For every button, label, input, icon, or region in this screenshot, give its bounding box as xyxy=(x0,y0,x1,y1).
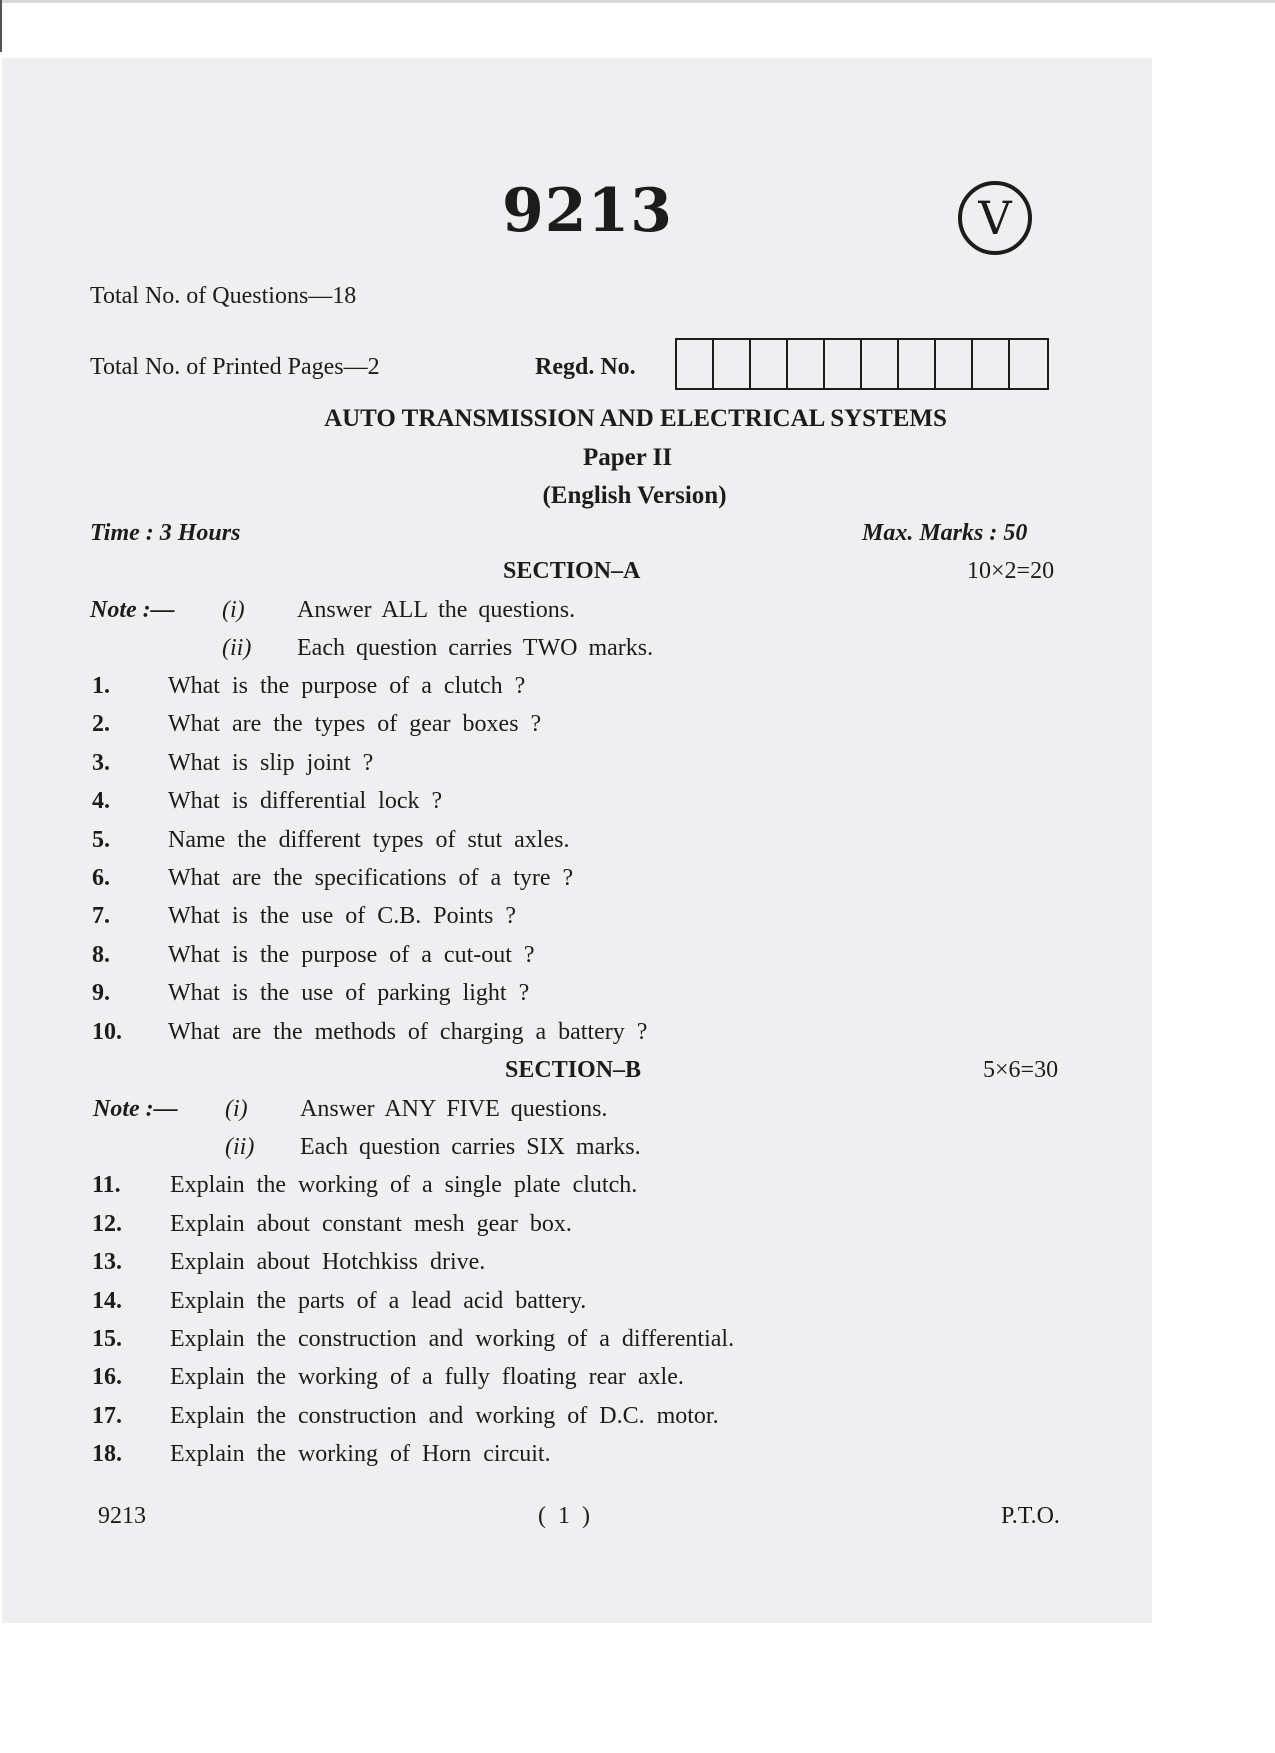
question-item: 1. What is the purpose of a clutch ? xyxy=(92,673,526,699)
section-a-heading: SECTION–A xyxy=(503,558,641,584)
total-questions: Total No. of Questions—18 xyxy=(90,283,357,309)
question-item: 7. What is the use of C.B. Points ? xyxy=(92,903,516,929)
regd-digit-box[interactable] xyxy=(936,340,973,388)
question-item: 14. Explain the parts of a lead acid battery. xyxy=(92,1288,587,1314)
exam-time: Time : 3 Hours xyxy=(90,520,241,546)
section-b-marks: 5×6=30 xyxy=(983,1057,1059,1083)
scan-top-edge xyxy=(0,0,1275,3)
subject-title: AUTO TRANSMISSION AND ELECTRICAL SYSTEMS xyxy=(324,405,947,432)
question-item: 4. What is differential lock ? xyxy=(92,788,443,814)
note-marker: (i) xyxy=(222,597,245,623)
regd-digit-box[interactable] xyxy=(788,340,825,388)
question-item: 3. What is slip joint ? xyxy=(92,750,374,776)
regd-digit-box[interactable] xyxy=(1010,340,1047,388)
version-mark: V xyxy=(958,181,1032,255)
section-b-heading: SECTION–B xyxy=(505,1057,642,1083)
question-item: 6. What are the specifications of a tyre ? xyxy=(92,865,574,891)
regd-label: Regd. No. xyxy=(535,354,636,380)
note-marker: (ii) xyxy=(222,635,252,661)
question-item: 2. What are the types of gear boxes ? xyxy=(92,711,542,737)
note-text: Each question carries SIX marks. xyxy=(300,1134,641,1160)
note-text: Answer ANY FIVE questions. xyxy=(300,1096,608,1122)
regd-number-boxes[interactable] xyxy=(675,338,1049,390)
question-item: 10. What are the methods of charging a battery ? xyxy=(92,1019,648,1045)
question-item: 15. Explain the construction and working of a differential. xyxy=(92,1326,735,1352)
section-a-marks: 10×2=20 xyxy=(967,558,1055,584)
note-marker: (ii) xyxy=(225,1134,255,1160)
question-item: 11. Explain the working of a single plate clutch. xyxy=(92,1172,638,1198)
footer-code: 9213 xyxy=(98,1503,146,1529)
max-marks: Max. Marks : 50 xyxy=(862,520,1028,546)
regd-digit-box[interactable] xyxy=(973,340,1010,388)
question-item: 9. What is the use of parking light ? xyxy=(92,980,530,1006)
question-item: 17. Explain the construction and working of D.C. motor. xyxy=(92,1403,719,1429)
regd-digit-box[interactable] xyxy=(677,340,714,388)
section-a-note-label: Note :— xyxy=(90,597,175,623)
scan-left-edge xyxy=(0,0,2,52)
note-marker: (i) xyxy=(225,1096,248,1122)
language-version: (English Version) xyxy=(542,482,727,509)
question-item: 12. Explain about constant mesh gear box. xyxy=(92,1211,572,1237)
regd-digit-box[interactable] xyxy=(714,340,751,388)
note-text: Answer ALL the questions. xyxy=(297,597,576,623)
regd-digit-box[interactable] xyxy=(862,340,899,388)
page-number: ( 1 ) xyxy=(538,1503,590,1529)
question-item: 13. Explain about Hotchkiss drive. xyxy=(92,1249,486,1275)
total-pages: Total No. of Printed Pages—2 xyxy=(90,354,380,380)
paper-code: 9213 xyxy=(502,176,673,246)
paper-number: Paper II xyxy=(582,444,673,471)
regd-digit-box[interactable] xyxy=(899,340,936,388)
note-text: Each question carries TWO marks. xyxy=(297,635,654,661)
regd-digit-box[interactable] xyxy=(825,340,862,388)
pto-mark: P.T.O. xyxy=(1001,1503,1060,1529)
question-item: 16. Explain the working of a fully floating rear axle. xyxy=(92,1364,684,1390)
section-b-note-label: Note :— xyxy=(93,1096,178,1122)
question-item: 18. Explain the working of Horn circuit. xyxy=(92,1441,551,1467)
regd-digit-box[interactable] xyxy=(751,340,788,388)
question-item: 8. What is the purpose of a cut-out ? xyxy=(92,942,535,968)
question-item: 5. Name the different types of stut axles. xyxy=(92,827,570,853)
